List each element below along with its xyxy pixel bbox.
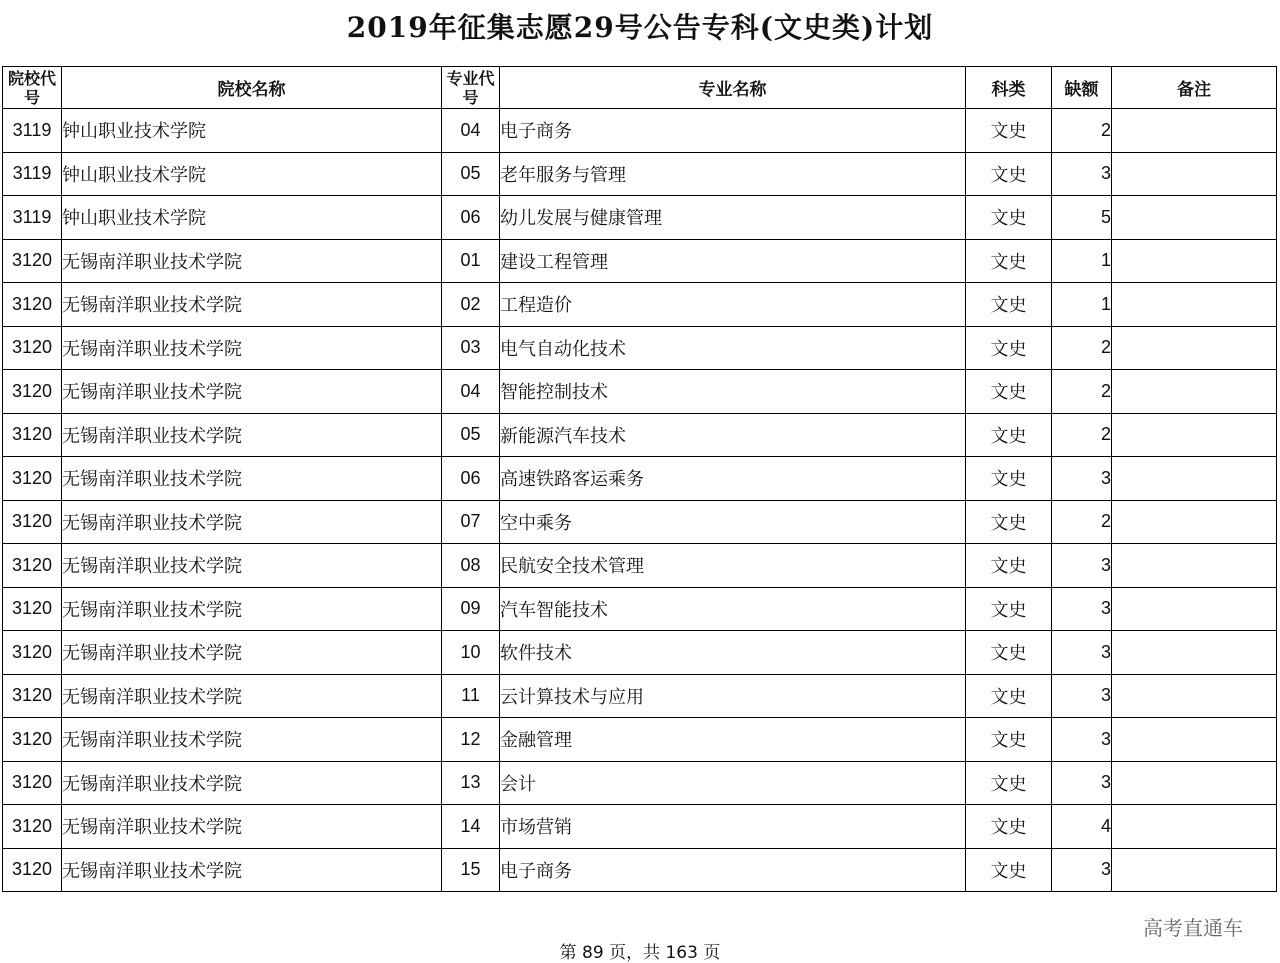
major-name-cell: 新能源汽车技术 <box>500 413 966 457</box>
header-major-code: 专业代号 <box>442 67 500 109</box>
note-cell <box>1112 587 1277 631</box>
table-row <box>3 674 1277 718</box>
major-code-cell: 08 <box>442 544 500 588</box>
school-name-cell: 无锡南洋职业技术学院 <box>62 544 442 588</box>
major-code-cell: 01 <box>442 239 500 283</box>
school-name-cell: 无锡南洋职业技术学院 <box>62 631 442 675</box>
table-row <box>3 196 1277 240</box>
major-name-cell: 市场营销 <box>500 805 966 849</box>
quota-cell: 1 <box>1052 239 1112 283</box>
note-cell <box>1112 413 1277 457</box>
page-footer: 第 89 页，共 163 页 <box>559 943 721 963</box>
table-row <box>3 544 1277 588</box>
table-row <box>3 718 1277 762</box>
quota-cell: 5 <box>1052 196 1112 240</box>
major-name-cell: 软件技术 <box>500 631 966 675</box>
major-name-cell: 会计 <box>500 761 966 805</box>
table-row <box>3 370 1277 414</box>
note-cell <box>1112 761 1277 805</box>
note-cell <box>1112 544 1277 588</box>
category-cell: 文史 <box>966 544 1052 588</box>
school-name-cell: 无锡南洋职业技术学院 <box>62 283 442 327</box>
major-name-cell: 金融管理 <box>500 718 966 762</box>
school-code-cell: 3120 <box>3 370 62 414</box>
category-cell: 文史 <box>966 500 1052 544</box>
major-code-cell: 07 <box>442 500 500 544</box>
category-cell: 文史 <box>966 283 1052 327</box>
school-name-cell: 钟山职业技术学院 <box>62 152 442 196</box>
category-cell: 文史 <box>966 631 1052 675</box>
category-cell: 文史 <box>966 457 1052 501</box>
major-code-cell: 15 <box>442 848 500 892</box>
quota-cell: 2 <box>1052 500 1112 544</box>
table-row <box>3 457 1277 501</box>
watermark-text: 高考直通车 <box>1143 916 1243 940</box>
quota-cell: 3 <box>1052 631 1112 675</box>
table-header-row <box>3 67 1277 109</box>
school-name-cell: 无锡南洋职业技术学院 <box>62 718 442 762</box>
quota-cell: 3 <box>1052 718 1112 762</box>
note-cell <box>1112 283 1277 327</box>
quota-cell: 1 <box>1052 283 1112 327</box>
school-code-cell: 3120 <box>3 239 62 283</box>
major-name-cell: 电气自动化技术 <box>500 326 966 370</box>
school-code-cell: 3120 <box>3 587 62 631</box>
quota-cell: 4 <box>1052 805 1112 849</box>
category-cell: 文史 <box>966 587 1052 631</box>
school-name-cell: 无锡南洋职业技术学院 <box>62 805 442 849</box>
note-cell <box>1112 631 1277 675</box>
quota-cell: 2 <box>1052 109 1112 153</box>
school-code-cell: 3120 <box>3 761 62 805</box>
header-school-code: 院校代号 <box>3 67 62 109</box>
school-code-cell: 3120 <box>3 718 62 762</box>
table-row <box>3 239 1277 283</box>
quota-cell: 2 <box>1052 413 1112 457</box>
note-cell <box>1112 152 1277 196</box>
school-code-cell: 3120 <box>3 805 62 849</box>
table-row <box>3 326 1277 370</box>
header-school-name: 院校名称 <box>62 67 442 109</box>
note-cell <box>1112 196 1277 240</box>
major-name-cell: 电子商务 <box>500 848 966 892</box>
category-cell: 文史 <box>966 674 1052 718</box>
major-code-cell: 11 <box>442 674 500 718</box>
category-cell: 文史 <box>966 413 1052 457</box>
major-code-cell: 13 <box>442 761 500 805</box>
major-name-cell: 高速铁路客运乘务 <box>500 457 966 501</box>
major-name-cell: 云计算技术与应用 <box>500 674 966 718</box>
table-row <box>3 587 1277 631</box>
quota-cell: 3 <box>1052 761 1112 805</box>
major-code-cell: 14 <box>442 805 500 849</box>
note-cell <box>1112 457 1277 501</box>
school-code-cell: 3120 <box>3 326 62 370</box>
school-code-cell: 3119 <box>3 196 62 240</box>
table-body <box>3 109 1277 892</box>
quota-cell: 3 <box>1052 674 1112 718</box>
major-name-cell: 空中乘务 <box>500 500 966 544</box>
quota-cell: 2 <box>1052 326 1112 370</box>
school-name-cell: 无锡南洋职业技术学院 <box>62 413 442 457</box>
plan-table <box>2 66 1277 892</box>
note-cell <box>1112 674 1277 718</box>
school-code-cell: 3120 <box>3 674 62 718</box>
quota-cell: 3 <box>1052 544 1112 588</box>
table-row <box>3 283 1277 327</box>
school-code-cell: 3120 <box>3 413 62 457</box>
major-name-cell: 建设工程管理 <box>500 239 966 283</box>
quota-cell: 3 <box>1052 587 1112 631</box>
table-row <box>3 413 1277 457</box>
header-note: 备注 <box>1112 67 1277 109</box>
major-name-cell: 汽车智能技术 <box>500 587 966 631</box>
category-cell: 文史 <box>966 326 1052 370</box>
school-code-cell: 3119 <box>3 109 62 153</box>
major-name-cell: 民航安全技术管理 <box>500 544 966 588</box>
header-category: 科类 <box>966 67 1052 109</box>
category-cell: 文史 <box>966 196 1052 240</box>
category-cell: 文史 <box>966 848 1052 892</box>
quota-cell: 3 <box>1052 457 1112 501</box>
category-cell: 文史 <box>966 761 1052 805</box>
major-code-cell: 12 <box>442 718 500 762</box>
page-title: 2019年征集志愿29号公告专科(文史类)计划 <box>346 11 934 44</box>
major-code-cell: 06 <box>442 196 500 240</box>
category-cell: 文史 <box>966 239 1052 283</box>
major-code-cell: 06 <box>442 457 500 501</box>
table-row <box>3 805 1277 849</box>
major-code-cell: 09 <box>442 587 500 631</box>
school-code-cell: 3119 <box>3 152 62 196</box>
category-cell: 文史 <box>966 152 1052 196</box>
major-code-cell: 05 <box>442 413 500 457</box>
school-code-cell: 3120 <box>3 631 62 675</box>
school-name-cell: 无锡南洋职业技术学院 <box>62 848 442 892</box>
major-code-cell: 02 <box>442 283 500 327</box>
school-name-cell: 无锡南洋职业技术学院 <box>62 370 442 414</box>
quota-cell: 2 <box>1052 370 1112 414</box>
table-row <box>3 761 1277 805</box>
school-code-cell: 3120 <box>3 500 62 544</box>
category-cell: 文史 <box>966 718 1052 762</box>
school-name-cell: 无锡南洋职业技术学院 <box>62 674 442 718</box>
major-code-cell: 10 <box>442 631 500 675</box>
note-cell <box>1112 805 1277 849</box>
quota-cell: 3 <box>1052 848 1112 892</box>
table-row <box>3 152 1277 196</box>
major-name-cell: 智能控制技术 <box>500 370 966 414</box>
category-cell: 文史 <box>966 370 1052 414</box>
school-name-cell: 无锡南洋职业技术学院 <box>62 587 442 631</box>
table-row <box>3 848 1277 892</box>
category-cell: 文史 <box>966 109 1052 153</box>
major-code-cell: 03 <box>442 326 500 370</box>
header-major-name: 专业名称 <box>500 67 966 109</box>
note-cell <box>1112 239 1277 283</box>
note-cell <box>1112 718 1277 762</box>
school-code-cell: 3120 <box>3 457 62 501</box>
major-name-cell: 电子商务 <box>500 109 966 153</box>
quota-cell: 3 <box>1052 152 1112 196</box>
note-cell <box>1112 500 1277 544</box>
major-code-cell: 05 <box>442 152 500 196</box>
major-name-cell: 幼儿发展与健康管理 <box>500 196 966 240</box>
school-name-cell: 钟山职业技术学院 <box>62 109 442 153</box>
header-quota: 缺额 <box>1052 67 1112 109</box>
note-cell <box>1112 370 1277 414</box>
school-name-cell: 无锡南洋职业技术学院 <box>62 239 442 283</box>
school-name-cell: 钟山职业技术学院 <box>62 196 442 240</box>
major-code-cell: 04 <box>442 370 500 414</box>
category-cell: 文史 <box>966 805 1052 849</box>
school-code-cell: 3120 <box>3 544 62 588</box>
note-cell <box>1112 326 1277 370</box>
school-name-cell: 无锡南洋职业技术学院 <box>62 457 442 501</box>
school-name-cell: 无锡南洋职业技术学院 <box>62 500 442 544</box>
school-code-cell: 3120 <box>3 848 62 892</box>
school-name-cell: 无锡南洋职业技术学院 <box>62 326 442 370</box>
note-cell <box>1112 109 1277 153</box>
school-code-cell: 3120 <box>3 283 62 327</box>
major-name-cell: 工程造价 <box>500 283 966 327</box>
table-row <box>3 631 1277 675</box>
school-name-cell: 无锡南洋职业技术学院 <box>62 761 442 805</box>
major-name-cell: 老年服务与管理 <box>500 152 966 196</box>
table-row <box>3 500 1277 544</box>
major-code-cell: 04 <box>442 109 500 153</box>
note-cell <box>1112 848 1277 892</box>
table-row <box>3 109 1277 153</box>
